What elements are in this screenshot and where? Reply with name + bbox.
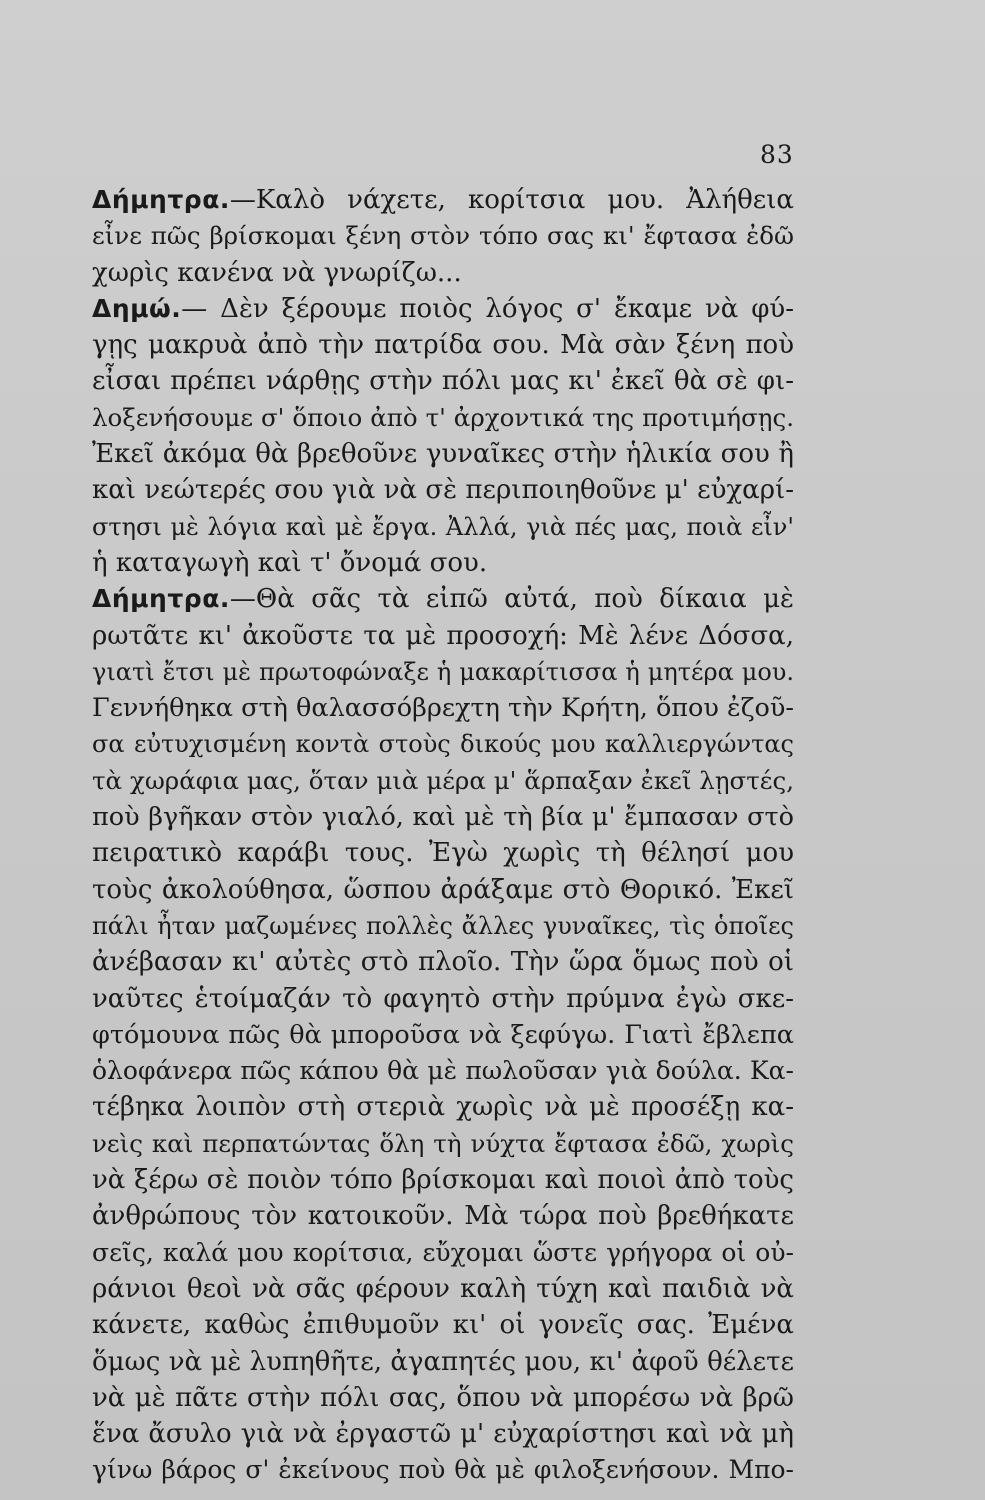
- text-line: [92, 1053, 794, 1089]
- line-text: τέβηκα λοιπὸν στὴ στεριὰ χωρὶς νὰ μὲ προσέξῃ κα-: [92, 1092, 794, 1123]
- text-line: [92, 400, 794, 436]
- text-line: [92, 872, 794, 908]
- text-line: [92, 1198, 794, 1234]
- line-text: Ἐκεῖ ἀκόμα θὰ βρεθοῦνε γυναῖκες στὴν ἡλικία σου ἢ: [92, 439, 794, 470]
- text-line: [92, 908, 794, 944]
- speaker-name: Δήμητρα.: [92, 584, 230, 614]
- text-line: [92, 291, 794, 327]
- line-text: νὰ ξέρω σὲ ποιὸν τόπο βρίσκομαι καὶ ποιοὶ ἀπὸ τοὺς: [92, 1165, 794, 1196]
- line-text: πάλι ἦταν μαζωμένες πολλὲς ἄλλες γυναῖκες, τὶς ὁποῖες: [92, 911, 794, 940]
- line-text: ρωτᾶτε κι' ἀκοῦστε τα μὲ προσοχή: Μὲ λένε Δόσσα,: [92, 620, 794, 651]
- line-text: χωρὶς κανένα νὰ γνωρίζω...: [92, 257, 462, 288]
- text-line: [92, 545, 794, 581]
- line-text: ὅμως νὰ μὲ λυπηθῆτε, ἀγαπητές μου, κι' ἀφοῦ θέλετε: [92, 1346, 794, 1377]
- line-text: πειρατικὸ καράβι τους. Ἐγὼ χωρὶς τὴ θέλησί μου: [92, 838, 794, 869]
- text-line: [92, 618, 794, 654]
- line-text: γίνω βάρος σ' ἐκείνους ποὺ θὰ μὲ φιλοξενήσουν. Μπο-: [92, 1455, 794, 1485]
- text-line: [92, 1126, 794, 1162]
- text-line: [92, 218, 794, 254]
- line-text: ὁλοφάνερα πῶς κάπου θὰ μὲ πωλοῦσαν γιὰ δούλα. Κα-: [92, 1056, 794, 1086]
- line-text: ἡ καταγωγὴ καὶ τ' ὄνομά σου.: [92, 547, 488, 578]
- text-line: [92, 654, 794, 690]
- line-text: εἶνε πῶς βρίσκομαι ξένη στὸν τόπο σας κι' ἔφτασα ἐδῶ: [92, 221, 794, 251]
- page-number: 83: [760, 140, 794, 169]
- text-line: [92, 763, 794, 799]
- line-text: λοξενήσουμε σ' ὅποιο ἀπὸ τ' ἀρχοντικά της προτιμήσῃς.: [92, 402, 794, 432]
- text-line: [92, 509, 794, 545]
- line-text: Γεννήθηκα στὴ θαλασσόβρεχτη τὴν Κρήτη, ὅπου ἐζοῦ-: [92, 693, 794, 724]
- text-line: [92, 1017, 794, 1053]
- text-line: [92, 1271, 794, 1307]
- text-line: [92, 690, 794, 726]
- text-line: [92, 1416, 794, 1452]
- line-text: ἀνέβασαν κι' αὐτὲς στὸ πλοῖο. Τὴν ὥρα ὅμως ποὺ οἱ: [92, 947, 794, 978]
- text-line: [92, 363, 794, 399]
- line-text: στησι μὲ λόγια καὶ μὲ ἔργα. Ἀλλά, γιὰ πές μας, ποιὰ εἶν': [92, 512, 794, 541]
- speaker-name: Δημώ.: [92, 293, 182, 323]
- line-text: ἀνθρώπους τὸν κατοικοῦν. Μὰ τώρα ποὺ βρεθήκατε: [92, 1201, 794, 1232]
- line-text: ράνιοι θεοὶ νὰ σᾶς φέρουν καλὴ τύχη καὶ παιδιὰ νὰ: [92, 1273, 794, 1304]
- line-text: ἕνα ἄσυλο γιὰ νὰ ἐργαστῶ μ' εὐχαρίστησι καὶ νὰ μὴ: [92, 1419, 794, 1450]
- text-line: [92, 255, 794, 291]
- text-line: [92, 581, 794, 617]
- line-text: ποὺ βγῆκαν στὸν γιαλό, καὶ μὲ τὴ βία μ' ἔμπασαν στὸ: [92, 802, 794, 833]
- text-line: [92, 981, 794, 1017]
- text-line: [92, 835, 794, 871]
- line-text: τὰ χωράφια μας, ὅταν μιὰ μέρα μ' ἅρπαξαν ἐκεῖ λῃστές,: [92, 765, 794, 795]
- line-text: ναῦτες ἑτοίμαζάν τὸ φαγητὸ στὴν πρύμνα ἐγὼ σκε-: [92, 983, 794, 1014]
- line-text: — Δὲν ξέρουμε ποιὸς λόγος σ' ἔκαμε νὰ φύ-: [181, 293, 794, 324]
- line-text: εἶσαι πρέπει νάρθῃς στὴν πόλι μας κι' ἐκεῖ θὰ σὲ φι-: [92, 366, 794, 397]
- line-text: νεὶς καὶ περπατώντας ὅλη τὴ νύχτα ἔφτασα ἐδῶ, χωρὶς: [92, 1128, 794, 1158]
- line-text: γιατὶ ἔτσι μὲ πρωτοφώναξε ἡ μακαρίτισσα ἡ μητέρα μου.: [92, 657, 794, 686]
- text-line: [92, 436, 794, 472]
- text-line: [92, 327, 794, 363]
- line-text: σεῖς, καλά μου κορίτσια, εὔχομαι ὥστε γρήγορα οἱ οὐ-: [92, 1237, 794, 1267]
- text-line: [92, 726, 794, 762]
- text-line: [92, 1307, 794, 1343]
- line-text: —Καλὸ νάχετε, κορίτσια μου. Ἀλήθεια: [229, 185, 794, 215]
- text-line: [92, 944, 794, 980]
- text-line: [92, 1380, 794, 1416]
- page-text: [92, 182, 794, 1489]
- text-line: [92, 1452, 794, 1488]
- text-line: [92, 1235, 794, 1271]
- line-text: κάνετε, καθὼς ἐπιθυμοῦν κι' οἱ γονεῖς σας. Ἐμένα: [92, 1310, 794, 1341]
- text-line: [92, 472, 794, 508]
- line-text: τοὺς ἀκολούθησα, ὥσπου ἀράξαμε στὸ Θορικό. Ἐκεῖ: [92, 874, 794, 905]
- text-line: [92, 799, 794, 835]
- line-text: —Θὰ σᾶς τὰ εἰπῶ αὐτά, ποὺ δίκαια μὲ: [229, 584, 794, 615]
- text-line: [92, 1162, 794, 1198]
- line-text: σα εὐτυχισμένη κοντὰ στοὺς δικούς μου καλλιεργώντας: [92, 730, 794, 759]
- line-text: φτόμουνα πῶς θὰ μποροῦσα νὰ ξεφύγω. Γιατὶ ἔβλεπα: [92, 1019, 794, 1050]
- text-line: [92, 1089, 794, 1125]
- line-text: νὰ μὲ πᾶτε στὴν πόλι σας, ὅπου νὰ μπορέσω νὰ βρῶ: [92, 1382, 794, 1413]
- speaker-name: Δήμητρα.: [92, 185, 230, 214]
- text-line: [92, 182, 794, 218]
- line-text: καὶ νεώτερές σου γιὰ νὰ σὲ περιποιηθοῦνε μ' εὐχαρί-: [92, 475, 794, 506]
- line-text: γῃς μακρυὰ ἀπὸ τὴν πατρίδα σου. Μὰ σὰν ξένη ποὺ: [92, 330, 794, 361]
- text-line: [92, 1344, 794, 1380]
